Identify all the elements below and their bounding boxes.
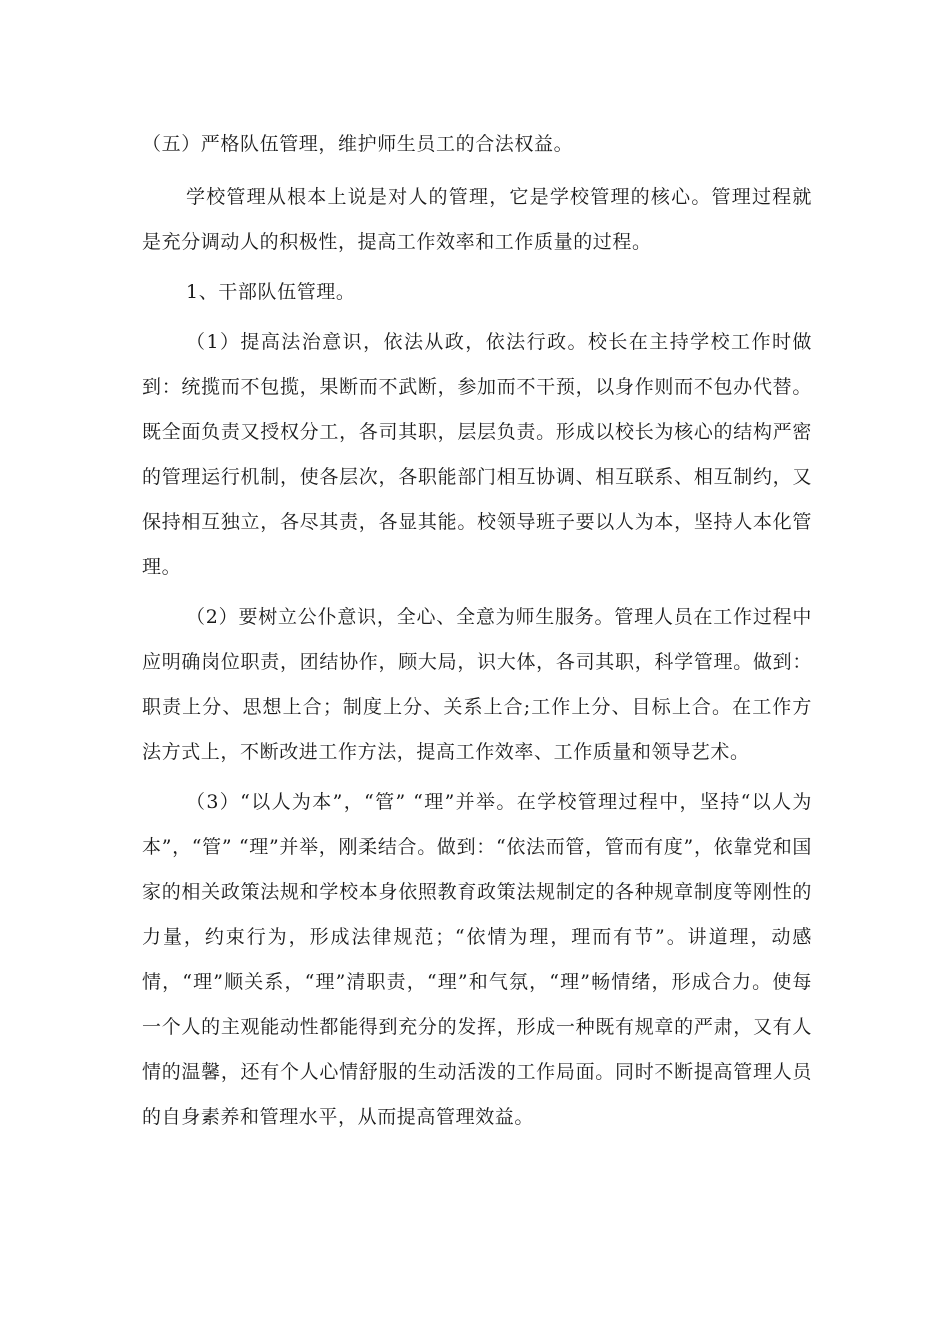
paragraph-item-1: （1）提高法治意识，依法从政，依法行政。校长在主持学校工作时做到：统揽而不包揽，果断而不武断，参加而不干预，以身作则而不包办代替。既全面负责又授权分工，各司其职，层层负责。形成以校长为核心的结构严密的管理运行机制，使各层次，各职能部门相互协调、相互联系、相互制约，又保持相互独立，各尽其责，各显其能。校领导班子要以人为本，坚持人本化管理。 xyxy=(142,331,812,578)
paragraph-intro: 学校管理从根本上说是对人的管理，它是学校管理的核心。管理过程就是充分调动人的积极性，提高工作效率和工作质量的过程。 xyxy=(142,186,812,253)
paragraph-item-3: （3）“以人为本”，“管” “理”并举。在学校管理过程中，坚持“以人为本”，“管” “理”并举，刚柔结合。做到：“依法而管，管而有度”，依靠党和国家的相关政策法规和学校本身依照教育政策法规制定的各种规章制度等刚性的力量，约束行为，形成法律规范；“依情为理，理而有节”。讲道理，动感情，“理”顺关系，“理”清职责，“理”和气氛，“理”畅情绪，形成合力。使每一个人的主观能动性都能得到充分的发挥，形成一种既有规章的严肃，又有人情的温馨，还有个人心情舒服的生动活泼的工作局面。同时不断提高管理人员的自身素养和管理水平，从而提高管理效益。 xyxy=(142,791,812,1128)
section-heading: （五）严格队伍管理，维护师生员工的合法权益。 xyxy=(142,133,574,155)
paragraph-item-2: （2）要树立公仆意识，全心、全意为师生服务。管理人员在工作过程中应明确岗位职责，团结协作，顾大局，识大体，各司其职，科学管理。做到：职责上分、思想上合；制度上分、关系上合;工作上分、目标上合。在工作方法方式上，不断改进工作方法，提高工作效率、工作质量和领导艺术。 xyxy=(142,606,812,763)
paragraph-subheading: 1、干部队伍管理。 xyxy=(186,281,356,303)
document-body xyxy=(142,122,812,1145)
